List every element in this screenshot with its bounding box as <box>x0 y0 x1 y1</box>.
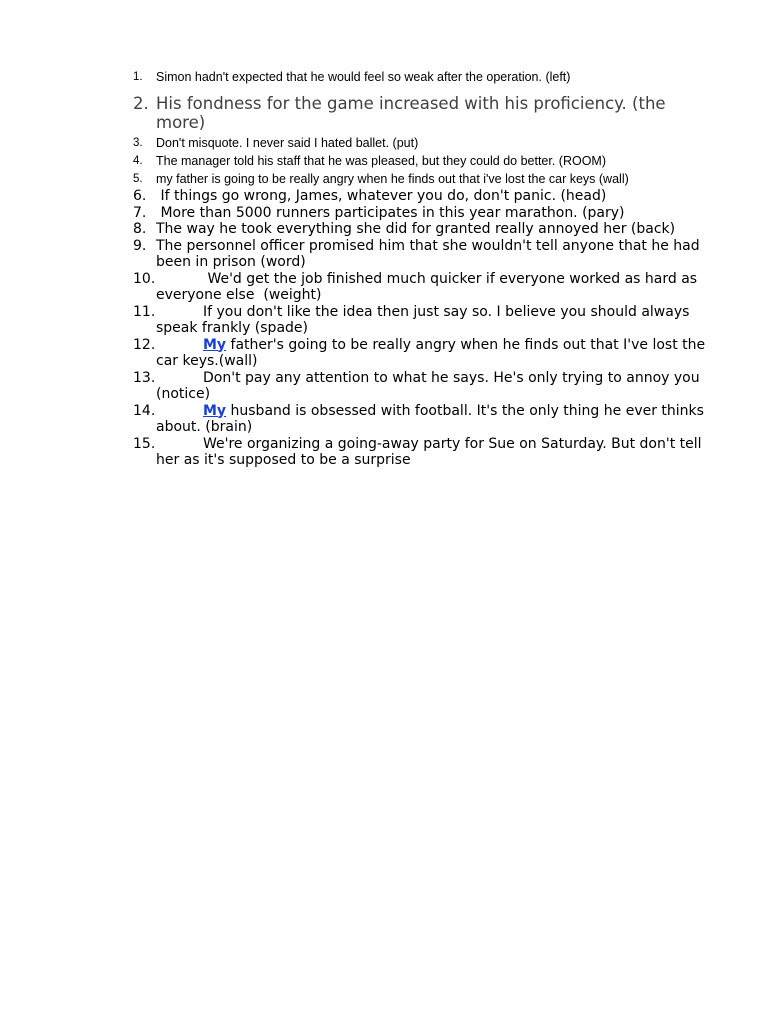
list-item <box>133 221 715 238</box>
item-number: 7. <box>133 204 147 221</box>
item-text: The way he took everything she did for granted really annoyed her (back) <box>156 221 676 237</box>
item-text: father's going to be really angry when he finds out that I've lost the car keys.(wall) <box>156 336 706 369</box>
exercise-list <box>133 68 715 469</box>
item-text: If things go wrong, James, whatever you do, don't panic. (head) <box>156 188 607 204</box>
item-body <box>156 403 715 436</box>
item-text: We'd get the job finished much quicker if everyone worked as hard as everyone else (weight) <box>156 270 702 303</box>
item-body <box>156 304 715 337</box>
item-text: His fondness for the game increased with his proficiency. (the more) <box>156 94 666 132</box>
item-body <box>156 271 715 304</box>
list-item <box>133 271 715 304</box>
item-text: The personnel officer promised him that she wouldn't tell anyone that he had been in prison (word) <box>156 237 700 270</box>
item-text: husband is obsessed with football. It's the only thing he ever thinks about. (brain) <box>156 402 704 435</box>
list-item <box>133 152 715 170</box>
list-item <box>133 94 715 132</box>
item-number: 10. <box>133 270 156 287</box>
item-body <box>156 337 715 370</box>
my-link[interactable]: My <box>203 336 227 353</box>
item-number: 8. <box>133 221 147 237</box>
item-number: 12. <box>133 336 156 353</box>
list-item <box>133 205 715 222</box>
item-number: 13. <box>133 369 156 386</box>
item-text: my father is going to be really angry when he finds out that i've lost the car keys (wall) <box>156 172 629 186</box>
item-number: 3. <box>133 137 143 149</box>
item-number: 9. <box>133 237 147 254</box>
list-item <box>133 170 715 188</box>
item-text: Simon hadn't expected that he would feel so weak after the operation. (left) <box>156 70 571 84</box>
item-number: 15. <box>133 435 156 452</box>
item-number: 5. <box>133 173 143 185</box>
item-number: 2. <box>133 94 149 113</box>
list-item <box>133 238 715 271</box>
list-item <box>133 337 715 370</box>
item-text: More than 5000 runners participates in this year marathon. (pary) <box>156 204 625 221</box>
item-body <box>156 436 715 469</box>
item-text: Don't pay any attention to what he says. He's only trying to annoy you (notice) <box>156 369 700 402</box>
item-number: 1. <box>133 71 143 83</box>
list-item <box>133 134 715 152</box>
item-text: The manager told his staff that he was pleased, but they could do better. (ROOM) <box>156 154 607 168</box>
list-item <box>133 370 715 403</box>
item-text: Don't misquote. I never said I hated ballet. (put) <box>156 136 419 150</box>
item-number: 11. <box>133 303 156 320</box>
list-item <box>133 403 715 436</box>
item-text: If you don't like the idea then just say so. I believe you should always speak frankly (spade) <box>156 303 690 336</box>
list-item <box>133 68 715 86</box>
list-item <box>133 188 715 205</box>
item-text: We're organizing a going-away party for Sue on Saturday. But don't tell her as it's supposed to be a surprise <box>156 435 702 468</box>
item-number: 4. <box>133 155 143 167</box>
my-link[interactable]: My <box>203 402 227 419</box>
list-item <box>133 436 715 469</box>
item-number: 14. <box>133 402 156 419</box>
item-body <box>156 370 715 403</box>
item-number: 6. <box>133 188 147 204</box>
list-item <box>133 304 715 337</box>
